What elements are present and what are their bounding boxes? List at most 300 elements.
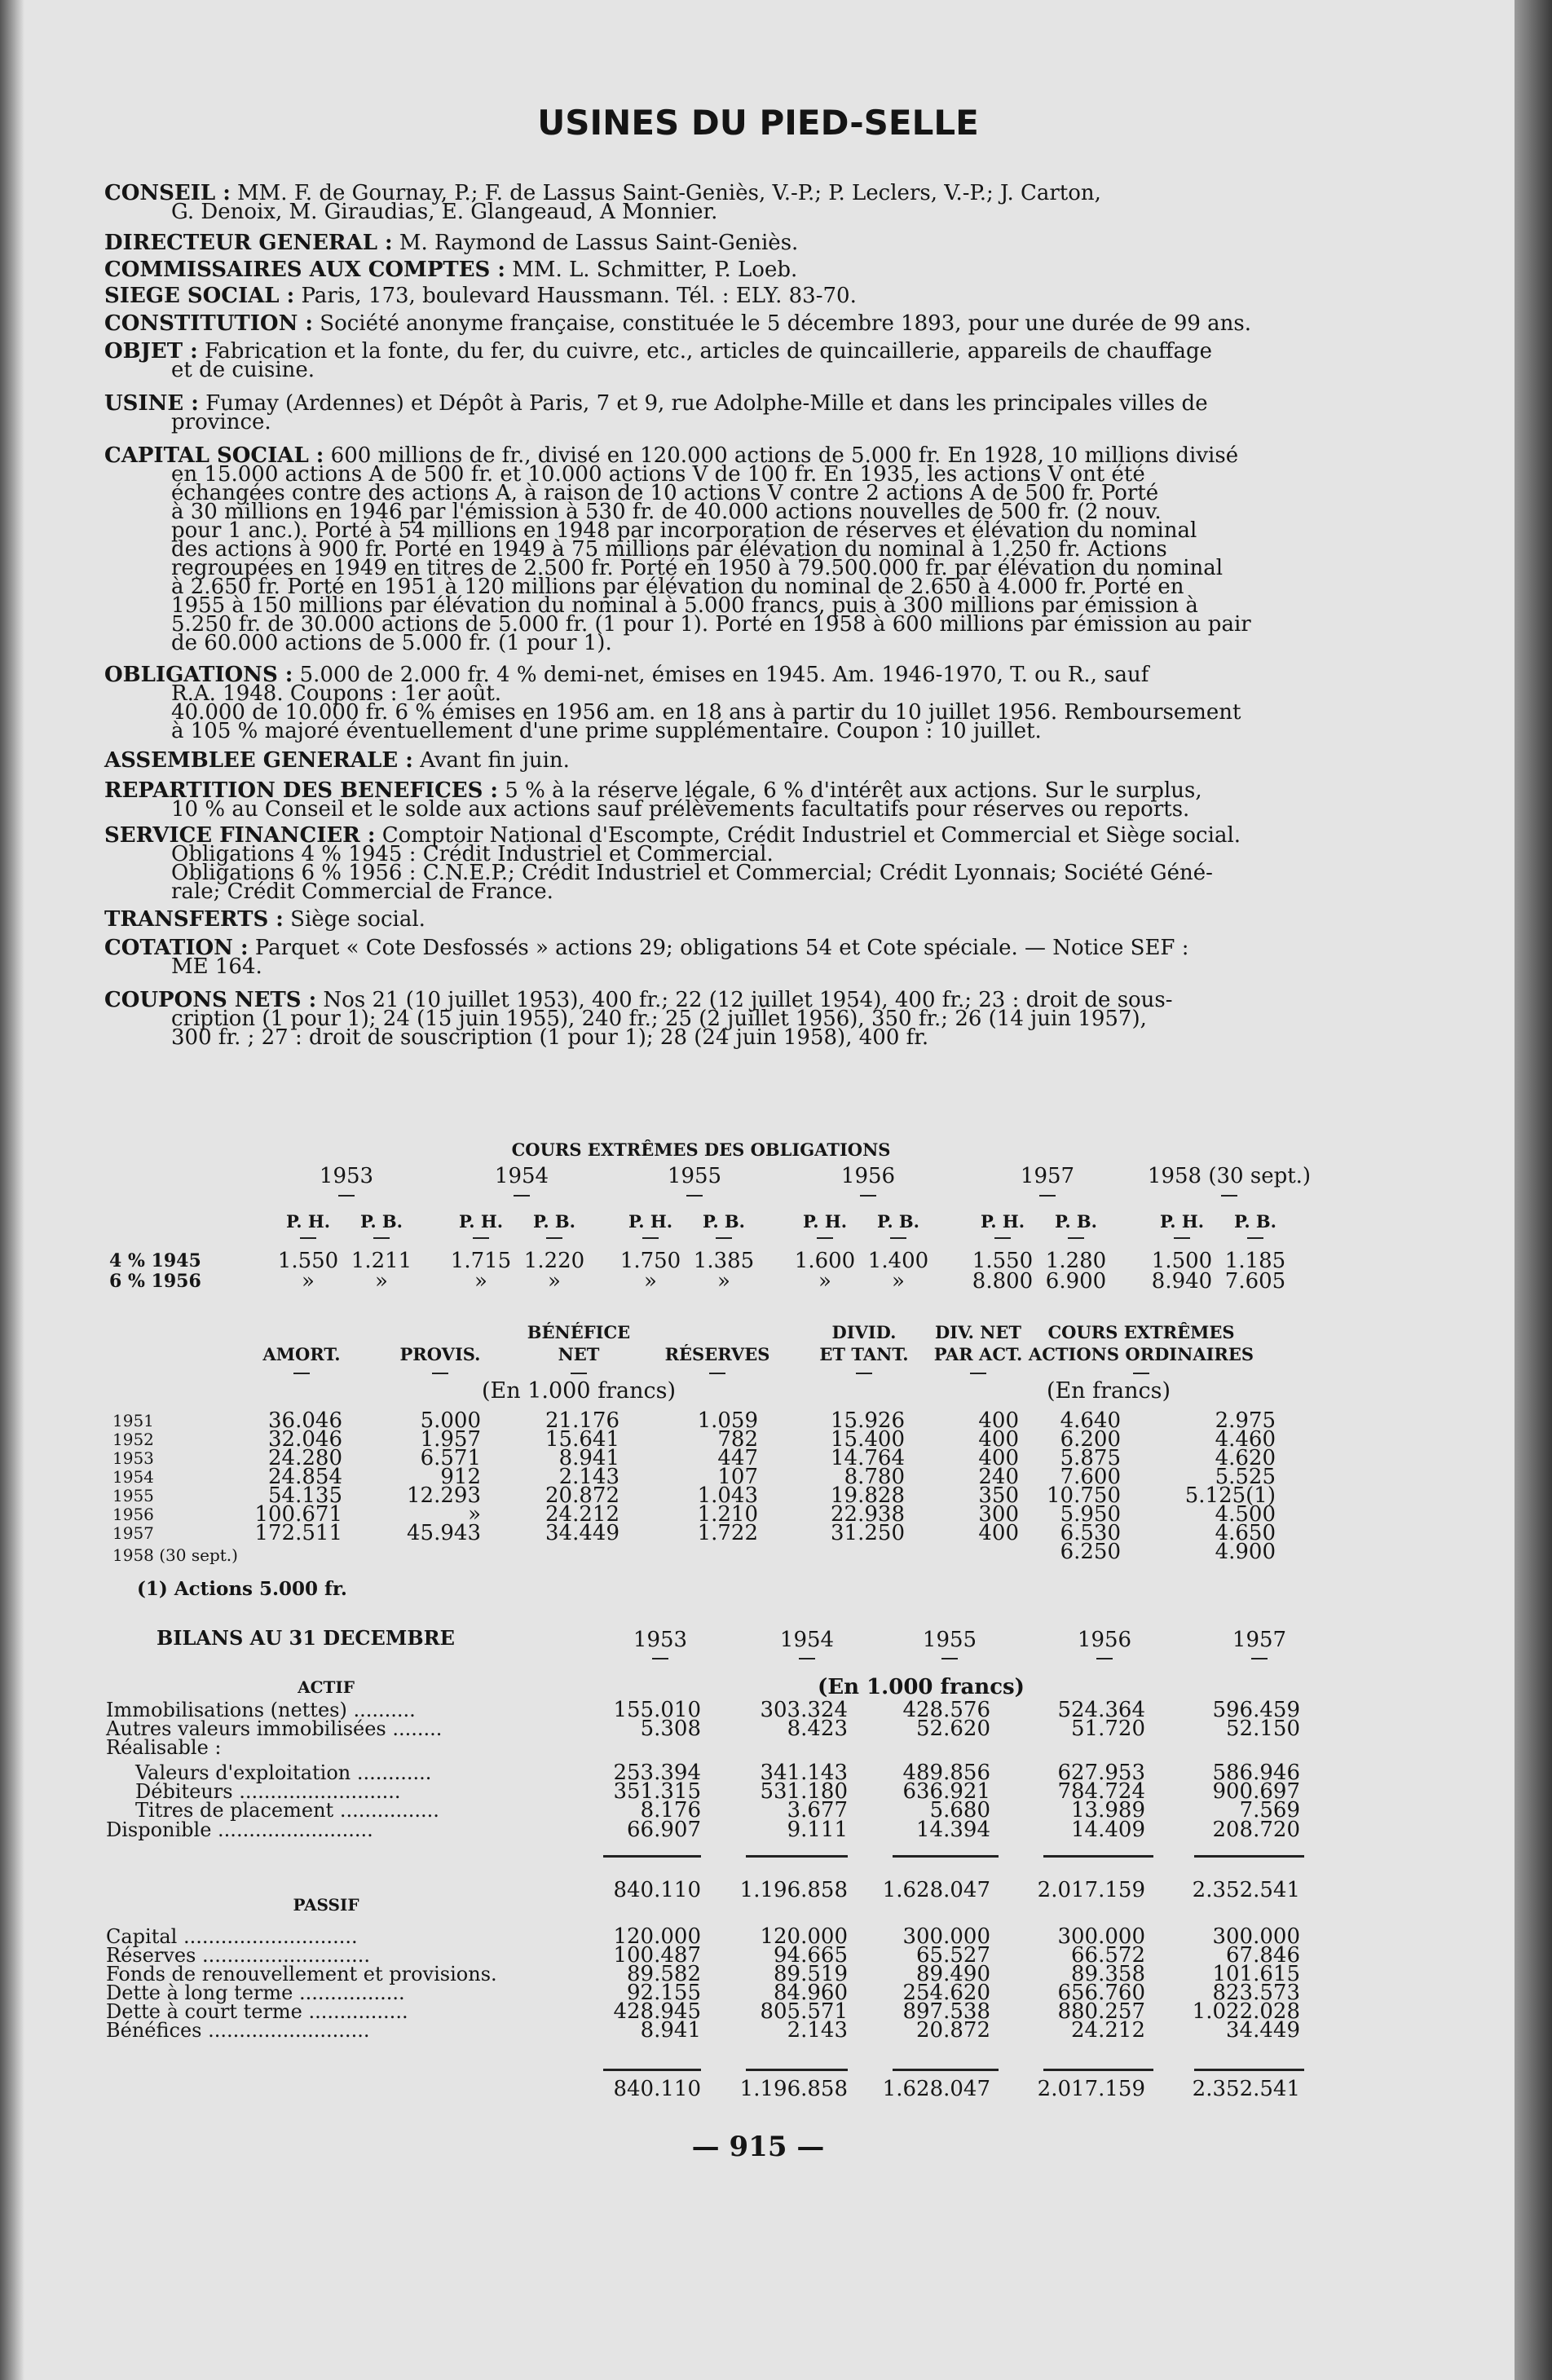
results-header: NET (558, 1344, 600, 1364)
info-line (104, 258, 1303, 282)
bonds-year: 1954 (494, 1164, 549, 1188)
actif-cell: 253.394 (613, 1761, 701, 1785)
info-text: G. Denoix, M. Giraudias, E. Glangeaud, A Monnier. (171, 200, 718, 224)
results-cell: 172.511 (254, 1521, 342, 1545)
info-line (171, 410, 1369, 434)
bonds-sub-dash (890, 1237, 906, 1239)
bonds-year-dash (1221, 1195, 1237, 1197)
info-text: 40.000 de 10.000 fr. 6 % émises en 1956 am. en 18 ans à partir du 10 juillet 1956. Remboursement (171, 700, 1241, 725)
passif-total: 2.017.159 (1037, 2077, 1145, 2101)
passif-label-line: Fonds de renouvellement et provisions. (106, 1963, 497, 1986)
actif-cell: 52.620 (916, 1717, 990, 1741)
bilans-year: 1956 (1077, 1628, 1132, 1652)
bonds-year: 1956 (840, 1164, 896, 1188)
info-label: SERVICE FINANCIER : (104, 823, 376, 848)
results-cell: » (468, 1502, 481, 1527)
results-header: ET TANT. (819, 1344, 909, 1364)
results-cell: 8.780 (844, 1465, 905, 1489)
bonds-title: COURS EXTRÊMES DES OBLIGATIONS (511, 1139, 891, 1160)
results-cell: 5.000 (420, 1408, 481, 1433)
info-text: Fumay (Ardennes) et Dépôt à Paris, 7 et 9, rue Adolphe-Mille et dans les principales villes de (198, 391, 1208, 416)
actif-cell: 341.143 (760, 1761, 848, 1785)
actif-label-line: Débiteurs .......................... (135, 1780, 401, 1803)
info-text: cription (1 pour 1); 24 (15 juin 1955), 240 fr.; 25 (2 juillet 1956), 350 fr.; 26 (14 juin 1957), (171, 1007, 1147, 1031)
passif-cell: 823.573 (1212, 1981, 1300, 2005)
results-header-top: COURS EXTRÊMES (1047, 1322, 1235, 1342)
bonds-year: 1955 (667, 1164, 722, 1188)
passif-cell: 897.538 (902, 1999, 990, 2024)
passif-total-rule (603, 2069, 701, 2071)
results-year: 1957 (112, 1523, 154, 1543)
passif-cell: 34.449 (1226, 2018, 1300, 2043)
results-cell: 4.640 (1060, 1408, 1121, 1433)
info-text: 5.000 de 2.000 fr. 4 % demi-net, émises en 1945. Am. 1946-1970, T. ou R., sauf (293, 663, 1149, 687)
bonds-cell: 1.280 (1045, 1249, 1107, 1273)
results-cell: 31.250 (831, 1521, 905, 1545)
info-label: REPARTITION DES BENEFICES : (104, 778, 499, 803)
results-cell: 34.449 (545, 1521, 619, 1545)
actif-cell: 52.150 (1226, 1717, 1300, 1741)
actif-cell: 13.989 (1071, 1798, 1145, 1822)
bonds-sub-header: P. B. (877, 1211, 919, 1232)
passif-cell: 101.615 (1212, 1962, 1300, 1986)
results-unit-right: (En francs) (1046, 1378, 1171, 1404)
info-text: Avant fin juin. (412, 748, 570, 773)
info-text: regroupées en 1949 en titres de 2.500 fr. Porté en 1950 à 79.500.000 fr. par élévation du nominal (171, 556, 1224, 580)
bilans-year: 1955 (922, 1628, 977, 1652)
results-cell: 6.571 (420, 1446, 481, 1470)
results-header-dash (571, 1373, 587, 1374)
results-cell: 8.941 (558, 1446, 619, 1470)
actif-cell: 531.180 (760, 1779, 848, 1804)
info-label: CONSTITUTION : (104, 311, 313, 336)
info-line (171, 1025, 1369, 1050)
results-cell: 24.854 (268, 1465, 342, 1489)
results-cell: 400 (978, 1427, 1019, 1452)
actif-cell: 5.680 (929, 1798, 990, 1822)
passif-cell: 65.527 (916, 1943, 990, 1968)
passif-cell: 254.620 (902, 1981, 990, 2005)
results-cell: 1.722 (697, 1521, 758, 1545)
bonds-year-dash (514, 1195, 530, 1197)
actif-total: 1.628.047 (882, 1878, 990, 1902)
info-text: Siège social. (283, 907, 425, 932)
actif-cell: 8.423 (787, 1717, 848, 1741)
bonds-cell: » (302, 1269, 315, 1294)
bilans-year-dash (1096, 1658, 1113, 1659)
passif-label-line: Bénéfices .......................... (106, 2019, 370, 2042)
bonds-sub-dash (546, 1237, 562, 1239)
results-cell: 21.176 (545, 1408, 619, 1433)
passif-label-line: Dette à court terme ................ (106, 2000, 408, 2023)
actif-cell: 8.176 (640, 1798, 701, 1822)
info-line (171, 631, 1369, 655)
passif-cell: 92.155 (627, 1981, 701, 2005)
info-text: province. (171, 410, 271, 434)
results-header-dash (293, 1373, 310, 1374)
passif-total: 2.352.541 (1192, 2077, 1300, 2101)
results-cell: 24.212 (545, 1502, 619, 1527)
bonds-cell: 1.550 (277, 1249, 339, 1273)
info-text: 10 % au Conseil et le solde aux actions sauf prélèvements facultatifs pour réserves ou reports. (171, 797, 1190, 822)
bonds-sub-dash (373, 1237, 390, 1239)
results-header: AMORT. (262, 1344, 341, 1364)
results-cell: 782 (717, 1427, 758, 1452)
passif-cell: 100.487 (613, 1943, 701, 1968)
results-cell: 4.620 (1215, 1446, 1276, 1470)
actif-cell: 524.364 (1057, 1698, 1145, 1722)
results-cell: 54.135 (268, 1483, 342, 1508)
actif-cell: 9.111 (787, 1818, 848, 1842)
info-text: Fabrication et la fonte, du fer, du cuivre, etc., articles de quincaillerie, appareils de chauffage (197, 339, 1213, 364)
bonds-sub-dash (642, 1237, 659, 1239)
bilans-year: 1957 (1232, 1628, 1287, 1652)
passif-cell: 300.000 (1212, 1924, 1300, 1949)
actif-total-rule (603, 1855, 701, 1858)
results-cell: 5.950 (1060, 1502, 1121, 1527)
results-cell: 32.046 (268, 1427, 342, 1452)
bonds-sub-header: P. B. (360, 1211, 403, 1232)
actif-cell: 155.010 (613, 1698, 701, 1722)
bonds-cell: 1.715 (450, 1249, 512, 1273)
results-cell: 24.280 (268, 1446, 342, 1470)
results-cell: 1.059 (697, 1408, 758, 1433)
results-cell: 447 (717, 1446, 758, 1470)
info-label: OBLIGATIONS : (104, 663, 293, 687)
passif-cell: 89.358 (1071, 1962, 1145, 1986)
bonds-year: 1953 (319, 1164, 374, 1188)
actif-cell: 7.569 (1239, 1798, 1300, 1822)
passif-cell: 94.665 (774, 1943, 848, 1968)
results-cell: 400 (978, 1408, 1019, 1433)
info-label: COMMISSAIRES AUX COMPTES : (104, 258, 505, 282)
info-label: ASSEMBLEE GENERALE : (104, 748, 413, 773)
bilans-year-dash (799, 1658, 815, 1659)
info-text: en 15.000 actions A de 500 fr. et 10.000 actions V de 100 fr. En 1935, les actions V ont été (171, 462, 1145, 487)
passif-total: 840.110 (613, 2077, 701, 2101)
page-number: — 915 — (691, 2131, 825, 2163)
passif-label-line: Dette à long terme ................. (106, 1981, 405, 2004)
bonds-sub-dash (716, 1237, 732, 1239)
info-text: M. Raymond de Lassus Saint-Geniès. (392, 231, 799, 255)
info-text: à 105 % majoré éventuellement d'une prime supplémentaire. Coupon : 10 juillet. (171, 719, 1042, 743)
results-cell: 14.764 (831, 1446, 905, 1470)
results-cell: 20.872 (545, 1483, 619, 1508)
actif-total: 2.352.541 (1192, 1878, 1300, 1902)
results-year: 1953 (112, 1448, 154, 1468)
passif-cell: 8.941 (640, 2018, 701, 2043)
results-year: 1956 (112, 1505, 154, 1524)
results-header-dash (709, 1373, 725, 1374)
passif-cell: 300.000 (1057, 1924, 1145, 1949)
bonds-cell: 6.900 (1045, 1269, 1107, 1294)
info-line (104, 284, 1303, 308)
actif-total: 840.110 (613, 1878, 701, 1902)
passif-label-line: Capital ............................ (106, 1925, 358, 1948)
info-line (171, 719, 1369, 743)
bonds-cell: 1.185 (1224, 1249, 1286, 1273)
actif-total: 1.196.858 (739, 1878, 848, 1902)
info-text: échangées contre des actions A, à raison de 10 actions V contre 2 actions A de 500 fr. Porté (171, 481, 1159, 505)
results-header-dash (1133, 1373, 1149, 1374)
bonds-sub-header: P. H. (285, 1211, 331, 1232)
results-cell: 2.143 (558, 1465, 619, 1489)
info-text: Nos 21 (10 juillet 1953), 400 fr.; 22 (12 juillet 1954), 400 fr.; 23 : droit de sous- (316, 988, 1173, 1012)
bonds-sub-dash (473, 1237, 489, 1239)
bonds-year-dash (1039, 1195, 1056, 1197)
results-header: PROVIS. (399, 1344, 481, 1364)
actif-cell: 586.946 (1212, 1761, 1300, 1785)
actif-label-line: Valeurs d'exploitation ............ (135, 1761, 432, 1784)
info-text: 5 % à la réserve légale, 6 % d'intérêt aux actions. Sur le surplus, (498, 778, 1202, 803)
results-cell: 400 (978, 1446, 1019, 1470)
bonds-cell: 7.605 (1224, 1269, 1286, 1294)
info-text: à 2.650 fr. Porté en 1951 à 120 millions par élévation du nominal de 2.650 à 4.000 fr. Porté en (171, 575, 1184, 599)
passif-cell: 656.760 (1057, 1981, 1145, 2005)
bilans-year: 1954 (779, 1628, 835, 1652)
info-text: R.A. 1948. Coupons : 1er août. (171, 681, 502, 706)
results-year: 1954 (112, 1467, 154, 1487)
info-text: rale; Crédit Commercial de France. (171, 879, 553, 904)
results-cell: 5.875 (1060, 1446, 1121, 1470)
results-note: (1) Actions 5.000 fr. (137, 1578, 347, 1600)
passif-cell: 24.212 (1071, 2018, 1145, 2043)
actif-cell: 303.324 (760, 1698, 848, 1722)
results-cell: 36.046 (268, 1408, 342, 1433)
results-cell: 350 (978, 1483, 1019, 1508)
info-text: Société anonyme française, constituée le 5 décembre 1893, pour une durée de 99 ans. (313, 311, 1252, 336)
actif-total-rule (1194, 1855, 1304, 1858)
results-header-dash (432, 1373, 448, 1374)
results-cell: 5.525 (1215, 1465, 1276, 1489)
results-cell: 6.530 (1060, 1521, 1121, 1545)
results-cell: 1.043 (697, 1483, 758, 1508)
results-year: 1951 (112, 1411, 154, 1430)
bilans-title: BILANS AU 31 DECEMBRE (157, 1626, 455, 1650)
bilans-year: 1953 (633, 1628, 688, 1652)
info-label: TRANSFERTS : (104, 907, 284, 932)
bonds-cell: 1.600 (794, 1249, 856, 1273)
actif-label-line: Disponible ......................... (106, 1818, 373, 1841)
results-cell: 10.750 (1047, 1483, 1121, 1508)
info-line (171, 200, 1369, 224)
bonds-cell: 1.500 (1151, 1249, 1213, 1273)
info-text: pour 1 anc.). Porté à 54 millions en 1948 par incorporation de réserves et élévation du nominal (171, 518, 1197, 543)
bonds-year: 1958 (30 sept.) (1147, 1164, 1312, 1188)
actif-cell: 5.308 (640, 1717, 701, 1741)
info-text: à 30 millions en 1946 par l'émission à 530 fr. de 40.000 actions nouvelles de 500 fr. (2 nouv. (171, 500, 1162, 524)
bonds-sub-header: P. H. (628, 1211, 673, 1232)
info-text: Paris, 173, boulevard Haussmann. Tél. : ELY. 83-70. (294, 284, 857, 308)
results-cell: 19.828 (831, 1483, 905, 1508)
bilans-year-dash (941, 1658, 958, 1659)
info-line (171, 879, 1369, 904)
actif-cell: 14.394 (916, 1818, 990, 1842)
bonds-cell: 1.211 (351, 1249, 412, 1273)
info-text: 300 fr. ; 27 : droit de souscription (1 pour 1); 28 (24 juin 1958), 400 fr. (171, 1025, 929, 1050)
info-text: et de cuisine. (171, 358, 315, 382)
info-label: COTATION : (104, 936, 249, 960)
info-label: DIRECTEUR GENERAL : (104, 231, 393, 255)
info-text: ME 164. (171, 954, 262, 979)
bonds-sub-dash (817, 1237, 833, 1239)
passif-cell: 120.000 (613, 1924, 701, 1949)
results-cell: 107 (717, 1465, 758, 1489)
results-cell: 2.975 (1215, 1408, 1276, 1433)
results-header-top: DIVID. (831, 1322, 897, 1342)
bonds-sub-dash (1247, 1237, 1263, 1239)
bonds-year: 1957 (1020, 1164, 1075, 1188)
info-text: Obligations 6 % 1956 : C.N.E.P.; Crédit Industriel et Commercial; Crédit Lyonnais; Société Géné- (171, 861, 1213, 885)
actif-cell: 208.720 (1212, 1818, 1300, 1842)
bonds-sub-header: P. B. (703, 1211, 745, 1232)
results-year: 1955 (112, 1486, 154, 1505)
bonds-sub-header: P. H. (458, 1211, 504, 1232)
passif-cell: 89.519 (774, 1962, 848, 1986)
results-cell: 6.200 (1060, 1427, 1121, 1452)
bonds-cell: 1.550 (972, 1249, 1034, 1273)
results-cell: 12.293 (407, 1483, 481, 1508)
bonds-sub-dash (1174, 1237, 1190, 1239)
actif-label-line: Immobilisations (nettes) .......... (106, 1699, 416, 1721)
bonds-cell: 1.220 (523, 1249, 585, 1273)
bilans-year-dash (1251, 1658, 1268, 1659)
results-header: ACTIONS ORDINAIRES (1028, 1344, 1254, 1364)
passif-total-rule (1194, 2069, 1304, 2071)
results-cell: 912 (440, 1465, 481, 1489)
info-text: 600 millions de fr., divisé en 120.000 actions de 5.000 fr. En 1928, 10 millions divisé (324, 443, 1239, 468)
actif-label-line: Réalisable : (106, 1736, 222, 1759)
passif-cell: 2.143 (787, 2018, 848, 2043)
bonds-sub-header: P. B. (1055, 1211, 1097, 1232)
info-label: CONSEIL : (104, 181, 231, 205)
bonds-sub-dash (1068, 1237, 1084, 1239)
results-cell: 4.500 (1215, 1502, 1276, 1527)
info-line (104, 311, 1303, 336)
info-text: MM. L. Schmitter, P. Loeb. (505, 258, 798, 282)
passif-cell: 66.572 (1071, 1943, 1145, 1968)
results-cell: 45.943 (407, 1521, 481, 1545)
passif-total-rule (746, 2069, 848, 2071)
info-line (104, 231, 1303, 255)
bonds-sub-header: P. B. (1234, 1211, 1276, 1232)
passif-cell: 84.960 (774, 1981, 848, 2005)
passif-cell: 89.490 (916, 1962, 990, 1986)
bonds-cell: 1.385 (693, 1249, 755, 1273)
page-title: USINES DU PIED-SELLE (537, 103, 979, 143)
results-header-dash (970, 1373, 986, 1374)
bonds-row-label: 6 % 1956 (109, 1271, 201, 1292)
passif-cell: 300.000 (902, 1924, 990, 1949)
actif-cell: 66.907 (627, 1818, 701, 1842)
actif-total-rule (893, 1855, 999, 1858)
actif-label-line: Titres de placement ................ (135, 1799, 439, 1822)
actif-cell: 900.697 (1212, 1779, 1300, 1804)
bonds-cell: » (818, 1269, 831, 1294)
results-cell: 15.926 (831, 1408, 905, 1433)
bonds-cell: » (548, 1269, 561, 1294)
actif-total-rule (1043, 1855, 1153, 1858)
info-label: OBJET : (104, 339, 198, 364)
actif-cell: 489.856 (902, 1761, 990, 1785)
bonds-sub-header: P. H. (802, 1211, 848, 1232)
bonds-cell: 1.400 (867, 1249, 929, 1273)
actif-cell: 51.720 (1071, 1717, 1145, 1741)
actif-cell: 784.724 (1057, 1779, 1145, 1804)
info-line (171, 358, 1369, 382)
results-unit-left: (En 1.000 francs) (482, 1378, 676, 1404)
passif-label-line: Réserves ........................... (106, 1944, 370, 1967)
actif-total: 2.017.159 (1037, 1878, 1145, 1902)
bonds-sub-dash (300, 1237, 316, 1239)
results-cell: 6.250 (1060, 1540, 1121, 1564)
results-cell: 22.938 (831, 1502, 905, 1527)
bonds-cell: » (717, 1269, 730, 1294)
info-line (171, 954, 1369, 979)
bonds-year-dash (338, 1195, 355, 1197)
info-text: des actions à 900 fr. Porté en 1949 à 75 millions par élévation du nominal à 1.250 fr. Actions (171, 537, 1167, 562)
results-year: 1958 (30 sept.) (112, 1545, 238, 1565)
results-cell: 15.400 (831, 1427, 905, 1452)
bonds-row-label: 4 % 1945 (109, 1250, 201, 1272)
bilans-unit: (En 1.000 francs) (818, 1675, 1025, 1699)
bonds-cell: » (644, 1269, 657, 1294)
passif-cell: 89.582 (627, 1962, 701, 1986)
passif-cell: 1.022.028 (1192, 1999, 1300, 2024)
info-label: COUPONS NETS : (104, 988, 317, 1012)
passif-total-rule (1043, 2069, 1153, 2071)
actif-cell: 351.315 (613, 1779, 701, 1804)
bonds-year-dash (686, 1195, 703, 1197)
passif-cell: 428.945 (613, 1999, 701, 2024)
actif-label-line: Autres valeurs immobilisées ........ (106, 1717, 443, 1740)
info-text: Parquet « Cote Desfossés » actions 29; obligations 54 et Cote spéciale. — Notice SEF : (248, 936, 1189, 960)
info-text: de 60.000 actions de 5.000 fr. (1 pour 1). (171, 631, 612, 655)
info-line (104, 907, 1303, 932)
info-label: SIEGE SOCIAL : (104, 284, 295, 308)
bonds-cell: 8.800 (972, 1269, 1034, 1294)
bonds-cell: 8.940 (1151, 1269, 1213, 1294)
actif-cell: 3.677 (787, 1798, 848, 1822)
passif-cell: 880.257 (1057, 1999, 1145, 2024)
passif-total: 1.196.858 (739, 2077, 848, 2101)
actif-cell: 596.459 (1212, 1698, 1300, 1722)
results-cell: 240 (978, 1465, 1019, 1489)
results-cell: 1.957 (420, 1427, 481, 1452)
bonds-year-dash (860, 1195, 876, 1197)
passif-total: 1.628.047 (882, 2077, 990, 2101)
info-text: Obligations 4 % 1945 : Crédit Industriel et Commercial. (171, 842, 774, 866)
passif-cell: 805.571 (760, 1999, 848, 2024)
passif-cell: 20.872 (916, 2018, 990, 2043)
bonds-sub-header: P. H. (1159, 1211, 1205, 1232)
passif-label: PASSIF (293, 1895, 359, 1915)
results-cell: 5.125(1) (1184, 1483, 1276, 1508)
bonds-sub-header: P. H. (980, 1211, 1025, 1232)
results-cell: 100.671 (254, 1502, 342, 1527)
results-cell: 7.600 (1060, 1465, 1121, 1489)
bonds-cell: » (474, 1269, 487, 1294)
bonds-cell: » (892, 1269, 905, 1294)
results-header-dash (856, 1373, 872, 1374)
info-text: MM. F. de Gournay, P.; F. de Lassus Saint-Geniès, V.-P.; P. Leclers, V.-P.; J. Carton, (230, 181, 1101, 205)
results-cell: 4.460 (1215, 1427, 1276, 1452)
info-text: 1955 à 150 millions par élévation du nominal à 5.000 francs, puis à 300 millions par émission à (171, 593, 1198, 618)
info-line (171, 797, 1369, 822)
info-label: USINE : (104, 391, 199, 416)
actif-total-rule (746, 1855, 848, 1858)
page-edge (1515, 0, 1552, 2380)
